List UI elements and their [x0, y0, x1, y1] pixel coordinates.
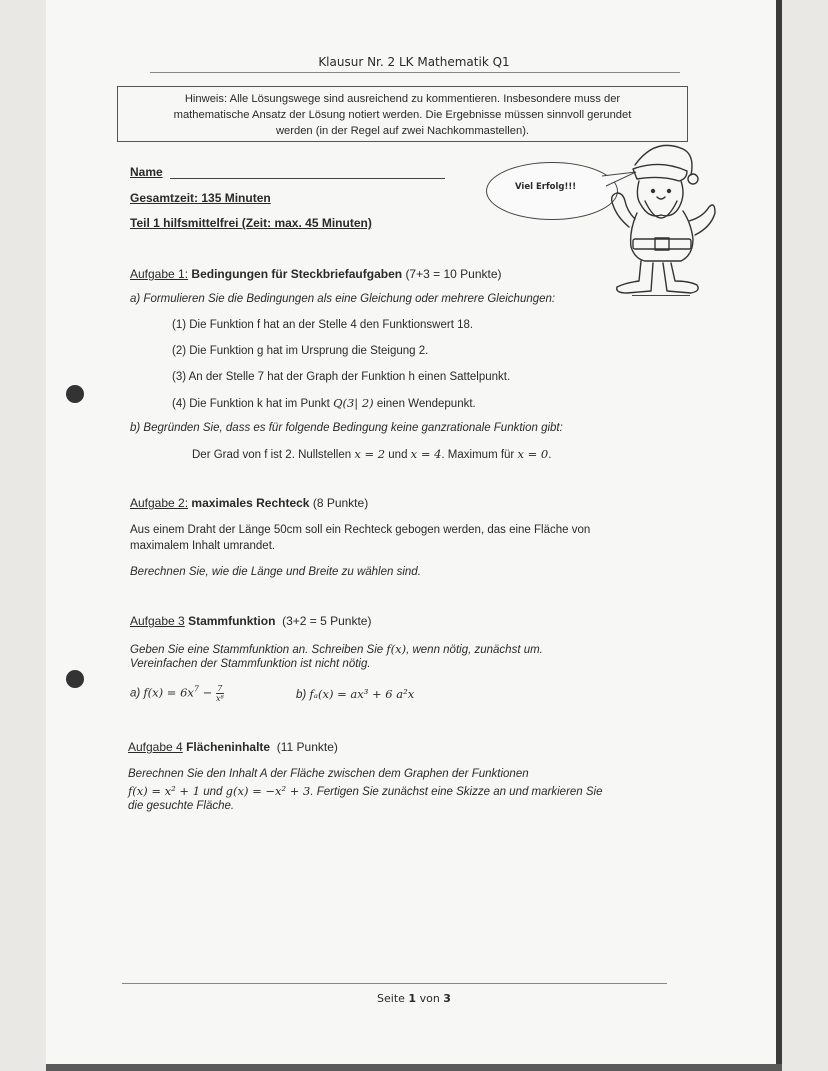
footer-rule: [122, 983, 667, 984]
scan-edge-bottom: [46, 1064, 782, 1071]
hinweis-line-3: werden (in der Regel auf zwei Nachkommastellen).: [275, 125, 530, 137]
item4-text-end: einen Wendepunkt.: [373, 398, 476, 410]
aufgabe3-label: Aufgabe 3: [130, 614, 185, 628]
aufgabe1-a: a) Formulieren Sie die Bedingungen als eine Gleichung oder mehrere Gleichungen:: [130, 293, 556, 305]
a3-line1-text: Geben Sie eine Stammfunktion an. Schreiben Sie: [130, 644, 387, 656]
aufgabe4-points: (11 Punkte): [276, 740, 338, 754]
page-total: 3: [443, 992, 451, 1005]
b-cond-x1: x = 2: [354, 447, 386, 461]
aufgabe1-b: b) Begründen Sie, dass es für folgende Bedingung keine ganzrationale Funktion gibt:: [130, 422, 563, 434]
a3-a-den: x⁸: [215, 694, 224, 703]
hinweis-line-1: Hinweis: Alle Lösungswege sind ausreichend zu kommentieren. Insbesondere muss der: [184, 93, 621, 105]
aufgabe1-b-condition: [192, 447, 551, 461]
a4-line2-end: . Fertigen Sie zunächst eine Skizze an und markieren Sie: [310, 786, 603, 798]
page-von: von: [416, 992, 444, 1005]
aufgabe1-heading: [130, 267, 502, 281]
bubble-text: Viel Erfolg!!!: [515, 182, 577, 192]
a3-a-exp: 7: [193, 684, 199, 694]
aufgabe3-a: [130, 684, 224, 703]
a4-g: g(x) = −x² + 3: [225, 784, 311, 798]
aufgabe3-heading: [130, 614, 371, 628]
aufgabe1-item-1: (1) Die Funktion f hat an der Stelle 4 den Funktionswert 18.: [172, 319, 474, 331]
a3-a-minus: −: [198, 685, 216, 700]
aufgabe3-title: Stammfunktion: [188, 614, 276, 628]
teil1-heading: Teil 1 hilfsmittelfrei (Zeit: max. 45 Minuten): [130, 216, 372, 230]
name-line: [170, 178, 445, 179]
b-cond-end: .: [548, 449, 552, 461]
aufgabe4-title: Flächeninhalte: [186, 740, 271, 754]
header-rule: [150, 72, 680, 73]
aufgabe4-heading: [128, 740, 338, 754]
aufgabe2-title: maximales Rechteck: [191, 496, 310, 510]
page-label: Seite: [377, 992, 409, 1005]
a3-a-math: f(x) = 6x: [143, 685, 194, 700]
aufgabe3-line-1: [130, 642, 543, 656]
aufgabe1-label: Aufgabe 1:: [130, 267, 189, 281]
santa-ground-line: [632, 295, 690, 296]
aufgabe4-line-1: Berechnen Sie den Inhalt A der Fläche zwischen dem Graphen der Funktionen: [128, 768, 529, 780]
aufgabe1-item-2: (2) Die Funktion g hat im Ursprung die Steigung 2.: [172, 345, 429, 357]
aufgabe1-item-4: [172, 396, 476, 410]
aufgabe1-item-3: (3) An der Stelle 7 hat der Graph der Funktion h einen Sattelpunkt.: [172, 371, 511, 383]
item4-point: Q(3| 2): [333, 396, 374, 410]
aufgabe2-task: Berechnen Sie, wie die Länge und Breite zu wählen sind.: [130, 566, 421, 578]
b-cond-max: . Maximum für: [441, 449, 518, 461]
page-number: [0, 992, 828, 1005]
b-cond-text: Der Grad von f ist 2. Nullstellen: [192, 449, 355, 461]
santa-claus-icon: [605, 135, 720, 300]
a3-b-math: fₐ(x) = ax³ + 6 a²x: [309, 687, 415, 701]
aufgabe3-points: (3+2 = 5 Punkte): [282, 614, 372, 628]
aufgabe4-line-3: die gesuchte Fläche.: [128, 800, 235, 812]
a3-line1-end: , wenn nötig, zunächst um.: [406, 644, 543, 656]
b-cond-x2: x = 4: [410, 447, 442, 461]
hinweis-box: [117, 86, 688, 142]
punch-hole-bottom: [66, 670, 84, 688]
aufgabe2-label: Aufgabe 2:: [130, 496, 189, 510]
aufgabe2-line-1: Aus einem Draht der Länge 50cm soll ein Rechteck gebogen werden, das eine Fläche von: [130, 524, 591, 536]
name-label: Name: [130, 165, 163, 179]
aufgabe1-title: Bedingungen für Steckbriefaufgaben: [191, 267, 403, 281]
b-cond-und: und: [385, 449, 411, 461]
scan-edge-right: [776, 0, 782, 1071]
aufgabe2-heading: [130, 496, 368, 510]
aufgabe4-line-2: [128, 784, 603, 798]
aufgabe3-b: [296, 687, 414, 701]
aufgabe2-points: (8 Punkte): [312, 496, 369, 510]
a3-a-num: 7: [217, 684, 223, 693]
a4-und: und: [200, 786, 226, 798]
exam-title: Klausur Nr. 2 LK Mathematik Q1: [318, 55, 510, 69]
a3-a-fraction: [216, 684, 224, 703]
aufgabe1-points: (7+3 = 10 Punkte): [405, 267, 502, 281]
aufgabe3-line-2: Vereinfachen der Stammfunktion ist nicht nötig.: [130, 658, 371, 670]
item4-text: (4) Die Funktion k hat im Punkt: [172, 398, 334, 410]
a3-a-label: a): [130, 687, 144, 700]
b-cond-x3: x = 0: [517, 447, 549, 461]
a4-f: f(x) = x² + 1: [128, 784, 201, 798]
page-current: 1: [408, 992, 417, 1005]
aufgabe4-label: Aufgabe 4: [128, 740, 183, 754]
a3-line1-fx: f(x): [386, 642, 407, 656]
a3-b-label: b): [296, 689, 310, 701]
aufgabe2-line-2: maximalem Inhalt umrandet.: [130, 540, 276, 552]
punch-hole-top: [66, 385, 84, 403]
hinweis-line-2: mathematische Ansatz der Lösung notiert werden. Die Ergebnisse müssen sinnvoll gerundet: [173, 109, 632, 121]
gesamtzeit: Gesamtzeit: 135 Minuten: [130, 191, 271, 205]
